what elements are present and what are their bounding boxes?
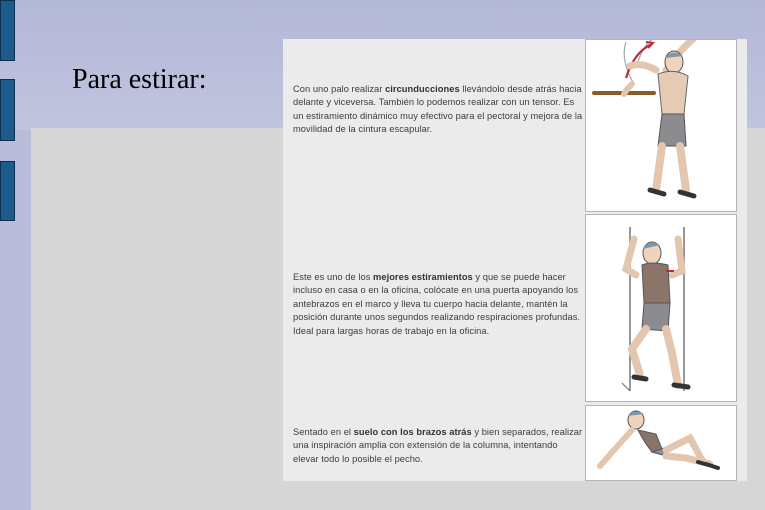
exercise-3-text: Sentado en el suelo con los brazos atrás y bien separados, realizar una inspiración amplia con extensión de la columna, intentando elevar todo lo posible el pecho.	[293, 427, 583, 464]
exercise-2-text: Este es uno de los mejores estiramientos y que se puede hacer incluso en casa o en la oficina, colócate en una puerta apoyando los antebrazos en el marco y lleva tu cuerpo hacia delante, mantén la posición durante unos segundos realizando respiraciones profundas. Ideal para largas horas de trabajo en la oficina.	[293, 272, 581, 336]
left-accent-bar-3	[0, 161, 15, 221]
left-accent-bar-2	[0, 79, 15, 141]
exercise-2-image	[585, 214, 737, 402]
exercise-figure	[283, 39, 747, 481]
exercise-1-image	[585, 39, 737, 212]
left-accent-bar-1	[0, 0, 15, 61]
exercise-1-text: Con uno palo realizar circunducciones llevándolo desde atrás hacia delante y viceversa. También lo podemos realizar con un tensor. Es un estiramiento dinámico muy efectivo para el pectoral y mejora de la movilidad de la cintura escapular.	[293, 84, 583, 135]
slide-title: Para estirar:	[72, 64, 207, 95]
exercise-3-image	[585, 405, 737, 481]
